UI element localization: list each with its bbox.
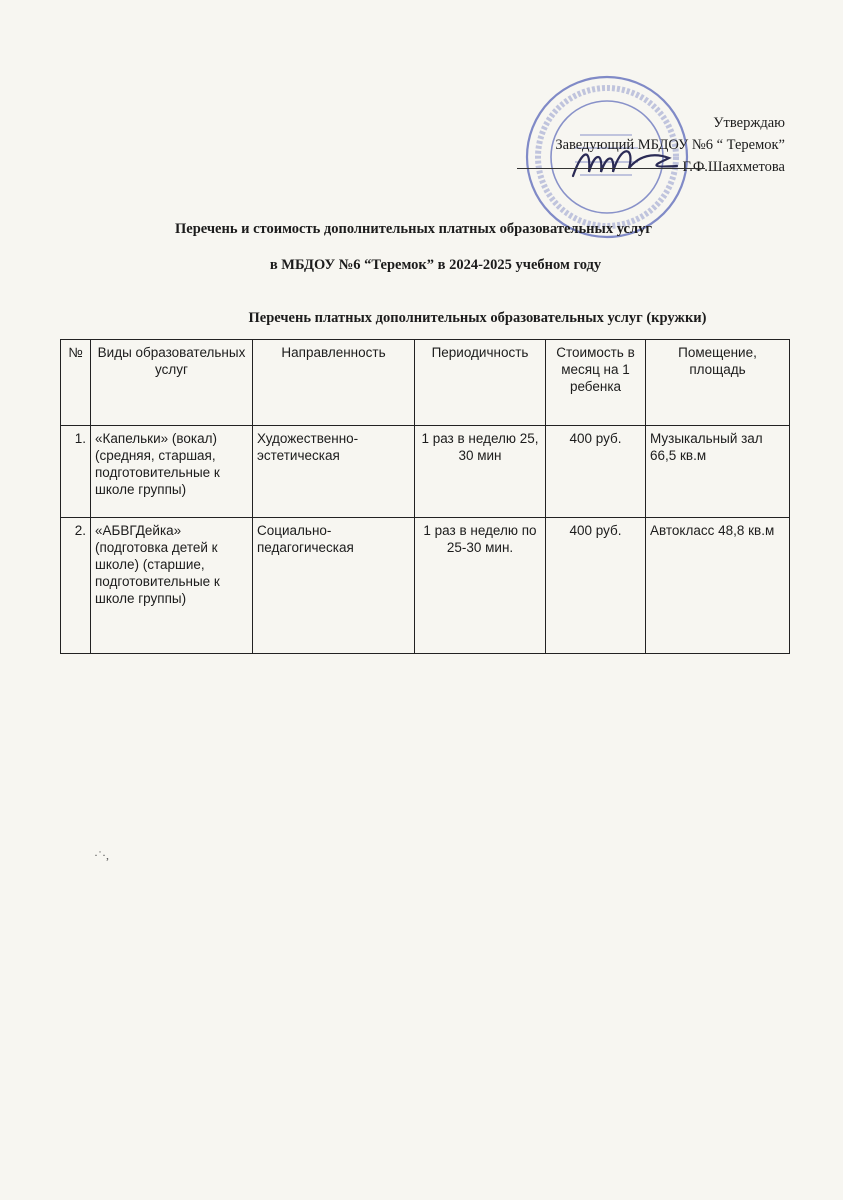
approval-position: Заведующий МБДОУ №6 “ Теремок” <box>555 137 785 153</box>
table-header-row <box>61 340 790 426</box>
row-direction: Социально-педагогическая <box>253 518 415 654</box>
table-subtitle: Перечень платных дополнительных образовательных услуг (кружки) <box>248 310 707 326</box>
row-service: «АБВГДейка» (подготовка детей к школе) (старшие, подготовительные к школе группы) <box>91 518 253 654</box>
signature-line <box>517 168 705 169</box>
document-title-line2: в МБДОУ №6 “Теремок” в 2024-2025 учебном году <box>269 257 602 273</box>
header-frequency: Периодичность <box>415 340 546 426</box>
row-direction: Художественно-эстетическая <box>253 426 415 518</box>
table-row <box>61 426 790 518</box>
approval-name: Г.Ф.Шаяхметова <box>682 159 785 175</box>
row-room: Автокласс 48,8 кв.м <box>646 518 790 654</box>
row-room: Музыкальный зал 66,5 кв.м <box>646 426 790 518</box>
header-service: Виды образовательных услуг <box>91 340 253 426</box>
header-room: Помещение, площадь <box>646 340 790 426</box>
services-table <box>60 339 790 654</box>
row-cost: 400 руб. <box>546 426 646 518</box>
row-num: 1. <box>61 426 91 518</box>
document-title: Перечень и стоимость дополнительных платных образовательных услуг <box>175 221 652 237</box>
scan-speck: ·˙·, <box>94 848 109 862</box>
row-num: 2. <box>61 518 91 654</box>
row-cost: 400 руб. <box>546 518 646 654</box>
table-row <box>61 518 790 654</box>
header-direction: Направленность <box>253 340 415 426</box>
row-frequency: 1 раз в неделю по 25-30 мин. <box>415 518 546 654</box>
approval-label: Утверждаю <box>713 115 785 131</box>
row-service: «Капельки» (вокал) (средняя, старшая, подготовительные к школе группы) <box>91 426 253 518</box>
row-frequency: 1 раз в неделю 25, 30 мин <box>415 426 546 518</box>
header-cost: Стоимость в месяц на 1 ребенка <box>546 340 646 426</box>
header-num: № <box>61 340 91 426</box>
